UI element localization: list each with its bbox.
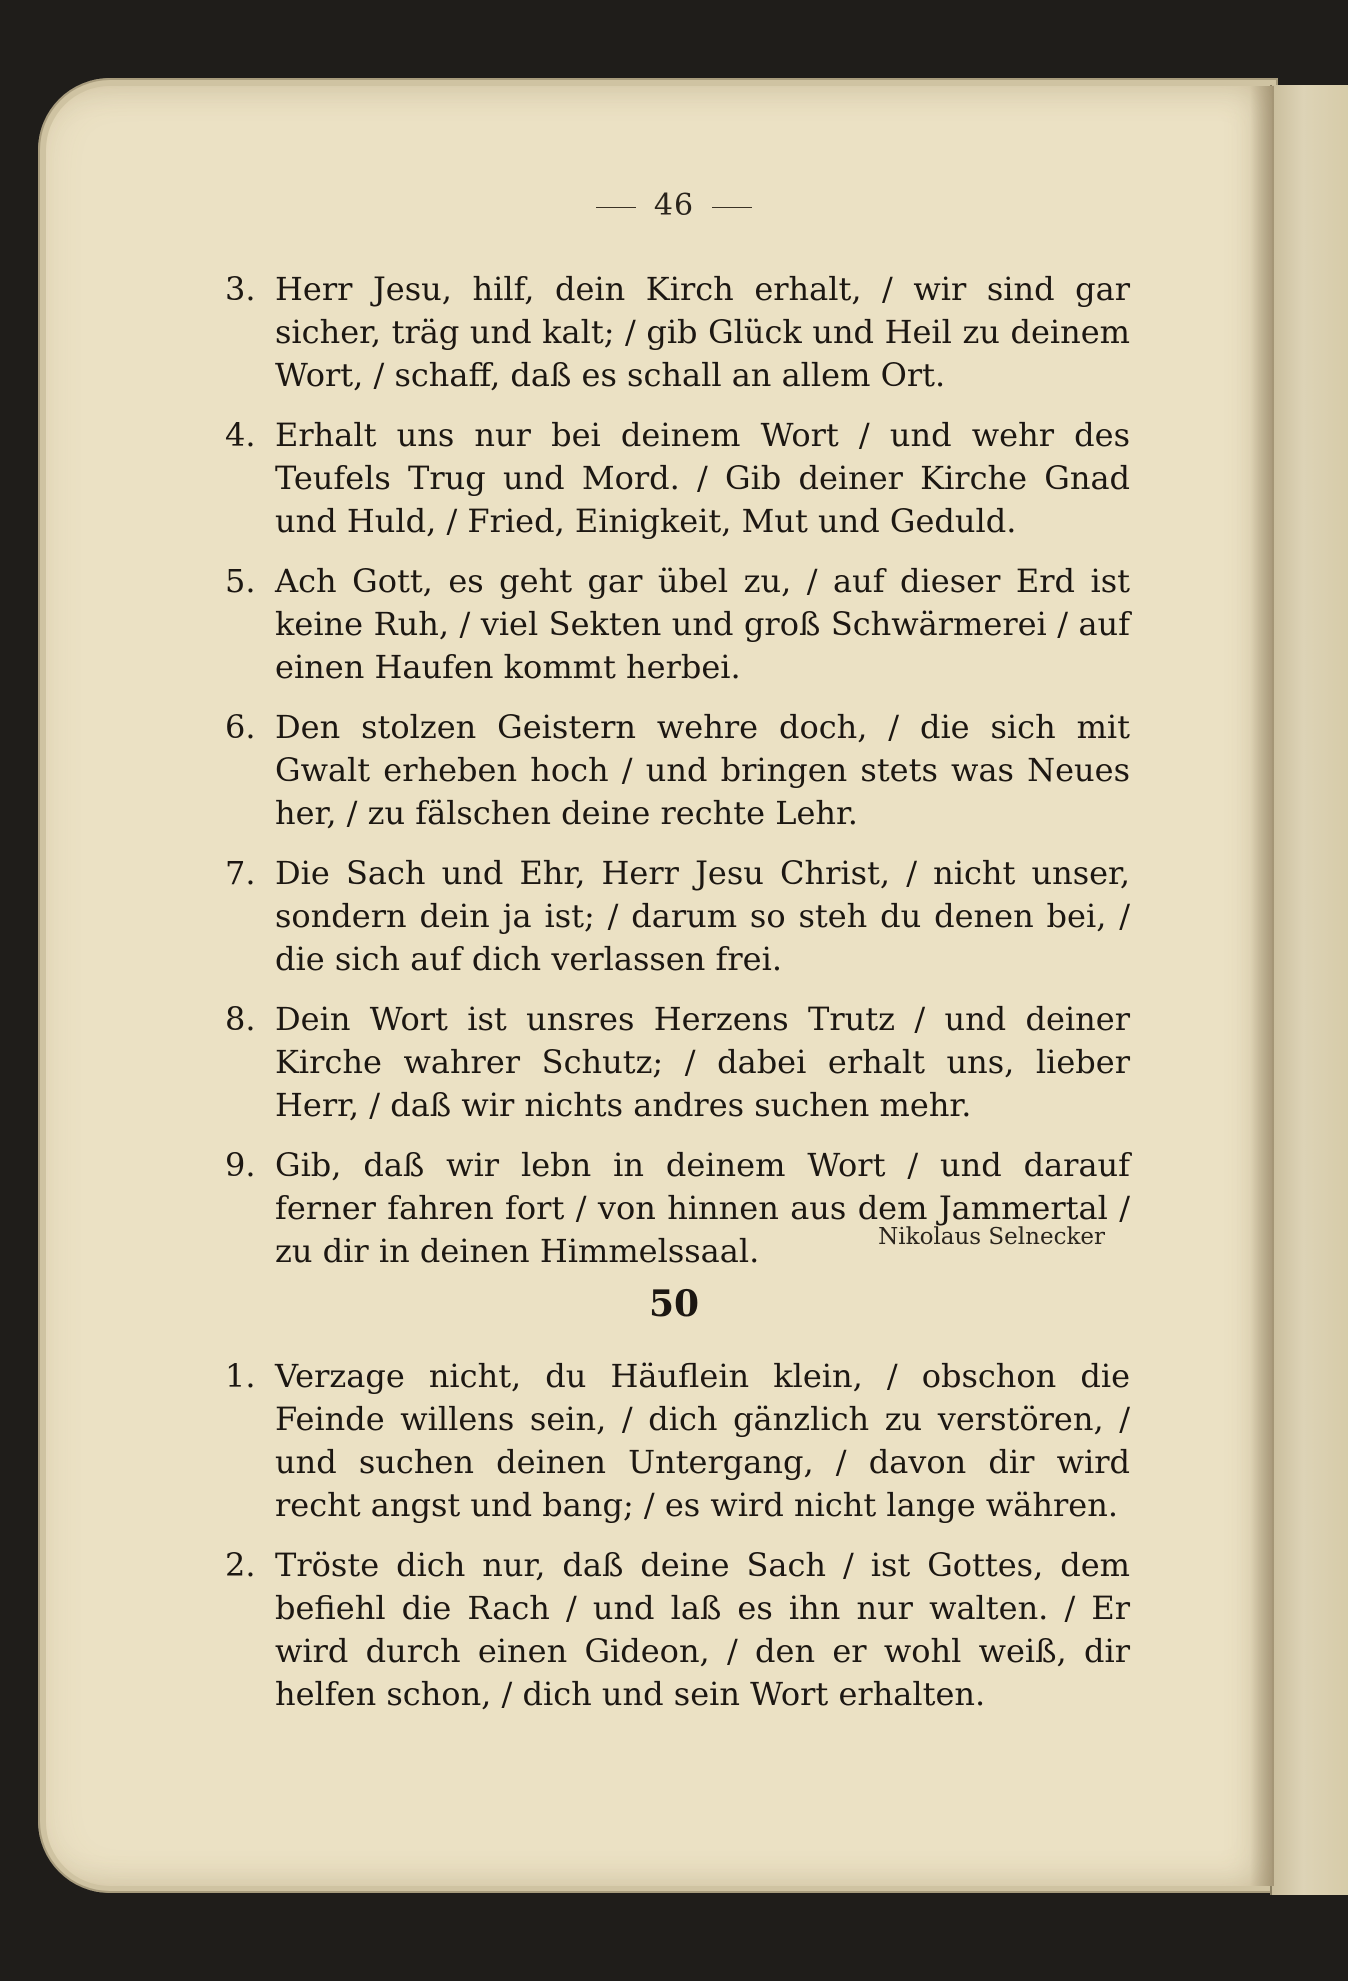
verse-number: 8. bbox=[225, 1000, 256, 1038]
hymn-author: Nikolaus Selnecker bbox=[878, 1224, 1105, 1250]
page-number-dash-left bbox=[596, 207, 636, 208]
verse-number: 9. bbox=[225, 1146, 256, 1184]
verse-text: Verzage nicht, du Häuflein klein, / obschon die Feinde willens sein, / dich gänzlich zu verstören, / und suchen deinen Untergang, / davon dir wird recht angst und bang; / es wird nicht lange währen. bbox=[275, 1357, 1130, 1524]
verse-number: 4. bbox=[225, 416, 256, 454]
verse-number: 6. bbox=[225, 708, 256, 746]
hymn-50-verses bbox=[225, 1355, 1130, 1733]
verse bbox=[225, 1544, 1130, 1716]
verse-text: Herr Jesu, hilf, dein Kirch erhalt, / wir sind gar sicher, träg und kalt; / gib Glück und Heil zu deinem Wort, / schaff, daß es schall an allem Ort. bbox=[275, 270, 1130, 394]
verse-number: 1. bbox=[225, 1357, 256, 1395]
facing-page-edge bbox=[1270, 85, 1348, 1895]
hymn-49-verses bbox=[225, 268, 1130, 1290]
verse bbox=[225, 1144, 1130, 1273]
verse-text: Tröste dich nur, daß deine Sach / ist Gottes, dem befiehl die Rach / und laß es ihn nur walten. / Er wird durch einen Gideon, / den er wohl weiß, dir helfen schon, / dich und sein Wort erhalten. bbox=[275, 1546, 1130, 1713]
verse-text: Den stolzen Geistern wehre doch, / die sich mit Gwalt erheben hoch / und bringen stets was Neues her, / zu fälschen deine rechte Lehr. bbox=[275, 708, 1130, 832]
page-number-dash-right bbox=[712, 207, 752, 208]
verse-text: Erhalt uns nur bei deinem Wort / und wehr des Teufels Trug und Mord. / Gib deiner Kirche Gnad und Huld, / Fried, Einigkeit, Mut und Geduld. bbox=[275, 416, 1130, 540]
verse bbox=[225, 560, 1130, 689]
page-number-value: 46 bbox=[653, 188, 695, 223]
verse bbox=[225, 268, 1130, 397]
verse-number: 5. bbox=[225, 562, 256, 600]
verse bbox=[225, 414, 1130, 543]
verse-number: 7. bbox=[225, 854, 256, 892]
verse bbox=[225, 706, 1130, 835]
verse bbox=[225, 852, 1130, 981]
verse-number: 3. bbox=[225, 270, 256, 308]
verse-text: Die Sach und Ehr, Herr Jesu Christ, / nicht unser, sondern dein ja ist; / darum so steh du denen bei, / die sich auf dich verlassen frei. bbox=[275, 854, 1130, 978]
verse-text: Dein Wort ist unsres Herzens Trutz / und deiner Kirche wahrer Schutz; / dabei erhalt uns, lieber Herr, / daß wir nichts andres suchen mehr. bbox=[275, 1000, 1130, 1124]
verse-number: 2. bbox=[225, 1546, 256, 1584]
verse-text: Ach Gott, es geht gar übel zu, / auf dieser Erd ist keine Ruh, / viel Sekten und groß Schwärmerei / auf einen Haufen kommt herbei. bbox=[275, 562, 1130, 686]
verse bbox=[225, 998, 1130, 1127]
spine-shadow bbox=[1250, 86, 1274, 1886]
page-number bbox=[0, 188, 1348, 223]
hymn-number: 50 bbox=[648, 1283, 700, 1325]
verse-text: Gib, daß wir lebn in deinem Wort / und darauf ferner fahren fort / von hinnen aus dem Jammertal / zu dir in deinen Himmelssaal. bbox=[275, 1146, 1130, 1270]
verse bbox=[225, 1355, 1130, 1527]
